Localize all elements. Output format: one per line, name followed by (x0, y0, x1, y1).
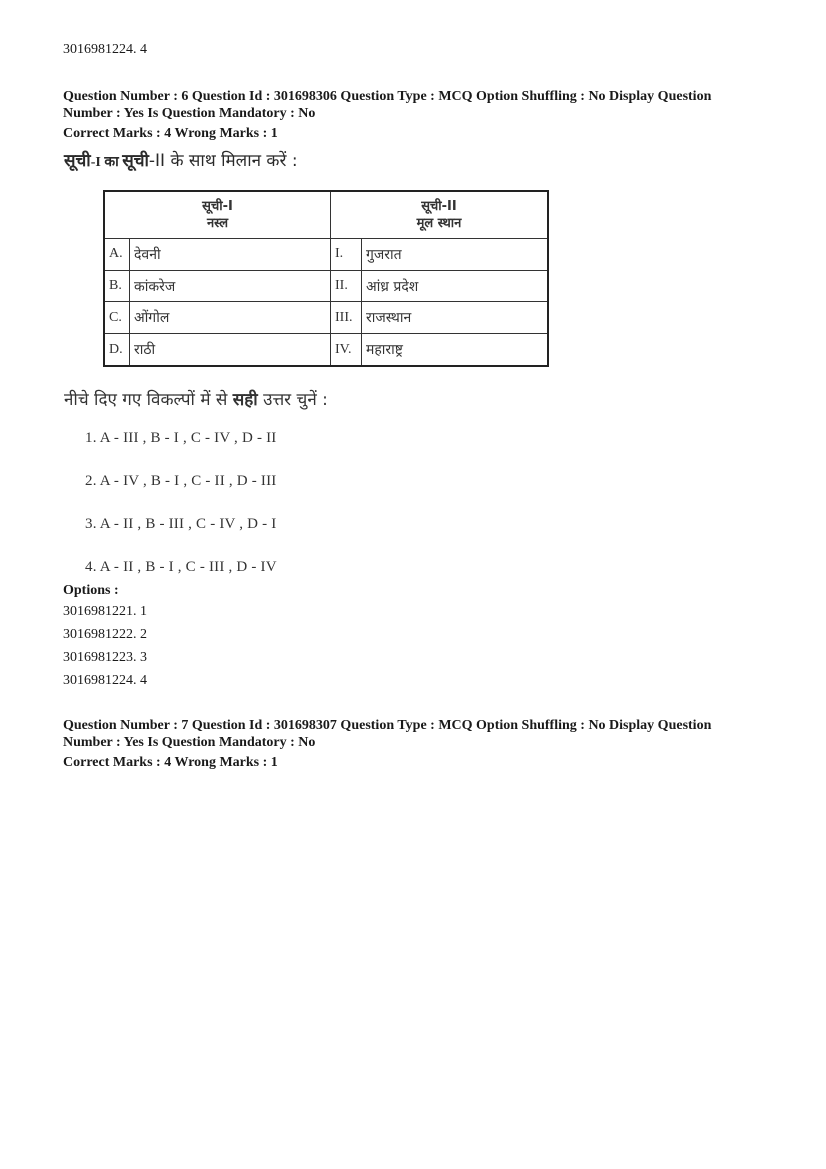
row-key-d: D. (104, 334, 130, 366)
title-word-3: सूची (122, 151, 149, 171)
previous-answer-id: 3016981224. 4 (63, 42, 147, 57)
q6-instruction-title (64, 148, 298, 171)
q7-header-line1: Question Number : 7 Question Id : 301698307 Question Type : MCQ Option Shuffling : No Display Question (63, 718, 712, 733)
row-value-i: गुजरात (362, 239, 549, 271)
list1-title: सूची-I (202, 199, 233, 214)
row-key-iii: III. (331, 302, 362, 334)
option-id-3: 3016981223. 3 (63, 650, 147, 665)
options-label: Options : (63, 583, 119, 598)
row-value-c: ओंगोल (130, 302, 331, 334)
row-value-ii: आंध्र प्रदेश (362, 270, 549, 302)
table-header-list2 (331, 191, 549, 239)
list1-subtitle: नस्ल (206, 216, 229, 231)
choose-prefix: नीचे दिए गए विकल्पों में से (64, 390, 233, 410)
choose-suffix: उत्तर चुनें : (257, 390, 328, 410)
table-row (104, 239, 548, 271)
title-word-2: -I का (90, 155, 123, 170)
choice-4: 4. A - II , B - I , C - III , D - IV (85, 559, 277, 575)
row-value-iii: राजस्थान (362, 302, 549, 334)
option-id-4: 3016981224. 4 (63, 673, 147, 688)
q7-header-line2: Number : Yes Is Question Mandatory : No (63, 735, 316, 750)
title-word-1: सूची (64, 151, 91, 171)
choice-1: 1. A - III , B - I , C - IV , D - II (85, 430, 277, 446)
row-key-a: A. (104, 239, 130, 271)
row-value-a: देवनी (130, 239, 331, 271)
option-id-2: 3016981222. 2 (63, 627, 147, 642)
row-key-iv: IV. (331, 334, 362, 366)
choose-bold: सही (232, 390, 258, 410)
table-row (104, 334, 548, 366)
table-header-list1 (104, 191, 331, 239)
option-id-1: 3016981221. 1 (63, 604, 147, 619)
row-value-d: राठी (130, 334, 331, 366)
row-key-b: B. (104, 270, 130, 302)
table-row (104, 270, 548, 302)
title-word-4: -II के साथ मिलान करें : (148, 151, 298, 171)
choice-3: 3. A - II , B - III , C - IV , D - I (85, 516, 277, 532)
q6-header-line1: Question Number : 6 Question Id : 301698306 Question Type : MCQ Option Shuffling : No Display Question (63, 89, 712, 104)
list2-subtitle: मूल स्थान (416, 216, 462, 231)
row-key-i: I. (331, 239, 362, 271)
table-row (104, 302, 548, 334)
choose-instruction (64, 387, 328, 410)
choice-2: 2. A - IV , B - I , C - II , D - III (85, 473, 277, 489)
row-key-ii: II. (331, 270, 362, 302)
q6-marks: Correct Marks : 4 Wrong Marks : 1 (63, 126, 278, 141)
q7-marks: Correct Marks : 4 Wrong Marks : 1 (63, 755, 278, 770)
list2-title: सूची-II (421, 199, 457, 214)
row-value-b: कांकरेज (130, 270, 331, 302)
q6-header-line2: Number : Yes Is Question Mandatory : No (63, 106, 316, 121)
match-table (103, 190, 549, 367)
row-value-iv: महाराष्ट्र (362, 334, 549, 366)
row-key-c: C. (104, 302, 130, 334)
